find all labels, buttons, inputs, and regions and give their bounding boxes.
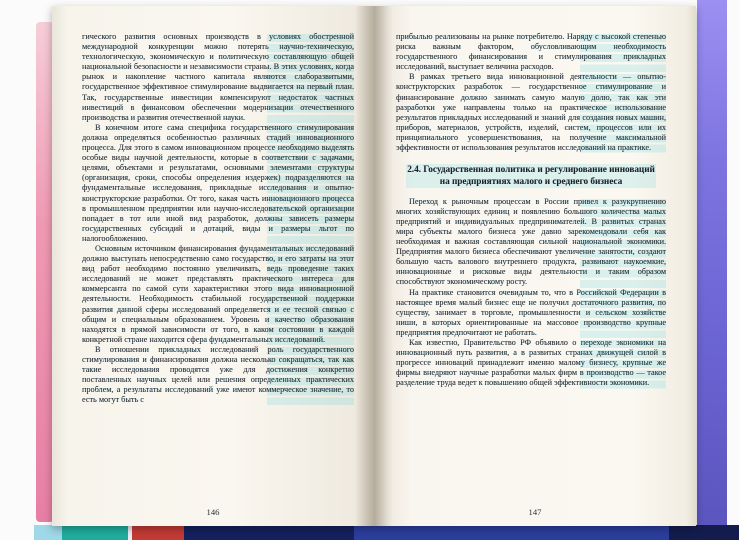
cover-edge-segment-navy (184, 525, 354, 540)
cover-edge-segment-blue (354, 525, 669, 540)
paragraph: Переход к рыночным процессам в России привел к разукрупнению многих хозяйствующих единиц и появлению большого количества малых предприятий и индивидуальных предпринимателей. В развитых странах мира субъекты малого бизнеса уже давно зарекомендовали себя как необходимая и важная составляющая сильной национальной экономики. Предприятия малого бизнеса обеспечивают увеличение занятости, создают большую часть валового внутреннего продукта, развивают наукоемкие, инновационные и рисковые виды деятельности и таким образом способствуют экономическому росту. (396, 196, 666, 287)
cover-edge-segment-lightblue (34, 525, 62, 540)
page-number-left: 146 (206, 507, 220, 517)
cover-edge-segment-red (132, 525, 184, 540)
section-heading: 2.4. Государственная политика и регулирование инноваций на предприятиях малого и среднего бизнеса (407, 164, 655, 186)
open-book (52, 6, 696, 526)
purple-cover-edge (697, 0, 727, 540)
right-page (374, 6, 696, 526)
cover-edge-segment-teal (62, 525, 128, 540)
cover-edge-segment-navy-right (669, 525, 739, 540)
paragraph: гического развития основных производств в условиях обостренной международной конкуренции можно потерять научно-техническую, технологическую, экономическую и политическую составляющую общей национальной безопасности и независимости страны. В этих условиях, когда рынок и накопление частного капитала являются слаборазвитыми, государственное эффективное стимулирование выдвигается на первый план. Так, государственные инвестиции компенсируют недостаток частных инвестиций в финансовом обеспечении модернизации отечественного производства и развития отечественной науки. (82, 32, 354, 122)
paragraph: В конечном итоге сама специфика государственного стимулирования должна определяться особенностью различных стадий инновационного процесса. Для этого в самом инновационном процессе необходимо выделять особые виды научной деятельности, которые в соответствии с задачами, целями, объектами и результатами, основными элементами структуры (организация, сроки, способы определения издержек) подразделяются на фундаментальные исследования, прикладные исследования и опытно-конструкторские разработки. От того, какая часть инновационного процесса в промышленном предприятии или научно-исследовательской организации попадает в тот или иной вид разработок, должны зависеть размеры государственных субсидий и дотаций, виды и размеры льгот по налогообложению. (82, 122, 354, 243)
left-page (52, 6, 374, 526)
paragraph: прибылью реализованы на рынке потребителю. Наряду с высокой степенью риска важным фактором, обусловливающим необходимость государственного финансирования и стимулирования прикладных исследований, выступает величина расходов. (396, 32, 666, 72)
paragraph: Основным источником финансирования фундаментальных исследований должно выступать непосредственно само государство, и его затраты на этот вид работ необходимо постоянно увеличивать, ведь проведение таких исследований не может представлять практического интереса для коммерсанта по самой сути характеристики этого вида инновационной деятельности. Необходимость стабильной государственной поддержки развития данной сферы исследований определяется и ее тесной связью с общим и специальным образованием. Уровень и качество образования находятся в прямой зависимости от того, в каком состоянии в каждой конкретной стране находится сфера фундаментальных исследований. (82, 243, 354, 344)
paragraph: В рамках третьего вида инновационной деятельности — опытно-конструкторских разработок — государственное стимулирование и финансирование должно занимать самую малую долю, так как эти разработки уже направлены только на практическое использование результатов прикладных исследований и знаний для создания новых машин, приборов, материалов, устройств, изделий, систем, процессов или их принципиального усовершенствования, на получение максимальной эффективности от использования результатов исследований на практике. (396, 72, 666, 153)
paragraph: В отношении прикладных исследований роль государственного стимулирования и финансирования должна несколько сокращаться, так как такие исследования проводятся уже для достижения конкретно поставленных научных целей или решения определенных практических проблем, а результаты исследований уже имеют коммерческое значение, то есть могут быть с (82, 344, 354, 405)
page-number-right: 147 (528, 507, 542, 517)
paragraph: На практике становится очевидным то, что в Российской Федерации в настоящее время малый бизнес еще не получил достаточного развития, по существу, занимает в торговле, промышленности и сельском хозяйстве ниши, в которых ориентированные на массовое производство крупные предприятия предпочитают не работать. (396, 287, 666, 337)
bottom-cover-edge (34, 525, 739, 540)
paragraph: Как известно, Правительство РФ объявило о переходе экономики на инновационный путь развития, а в развитых странах движущей силой в прогрессе инноваций принадлежит именно малому бизнесу, крупные же фирмы внедряют научные разработки малых фирм в производство — такое разделение труда ведет к повышению общей эффективности экономики. (396, 338, 666, 388)
